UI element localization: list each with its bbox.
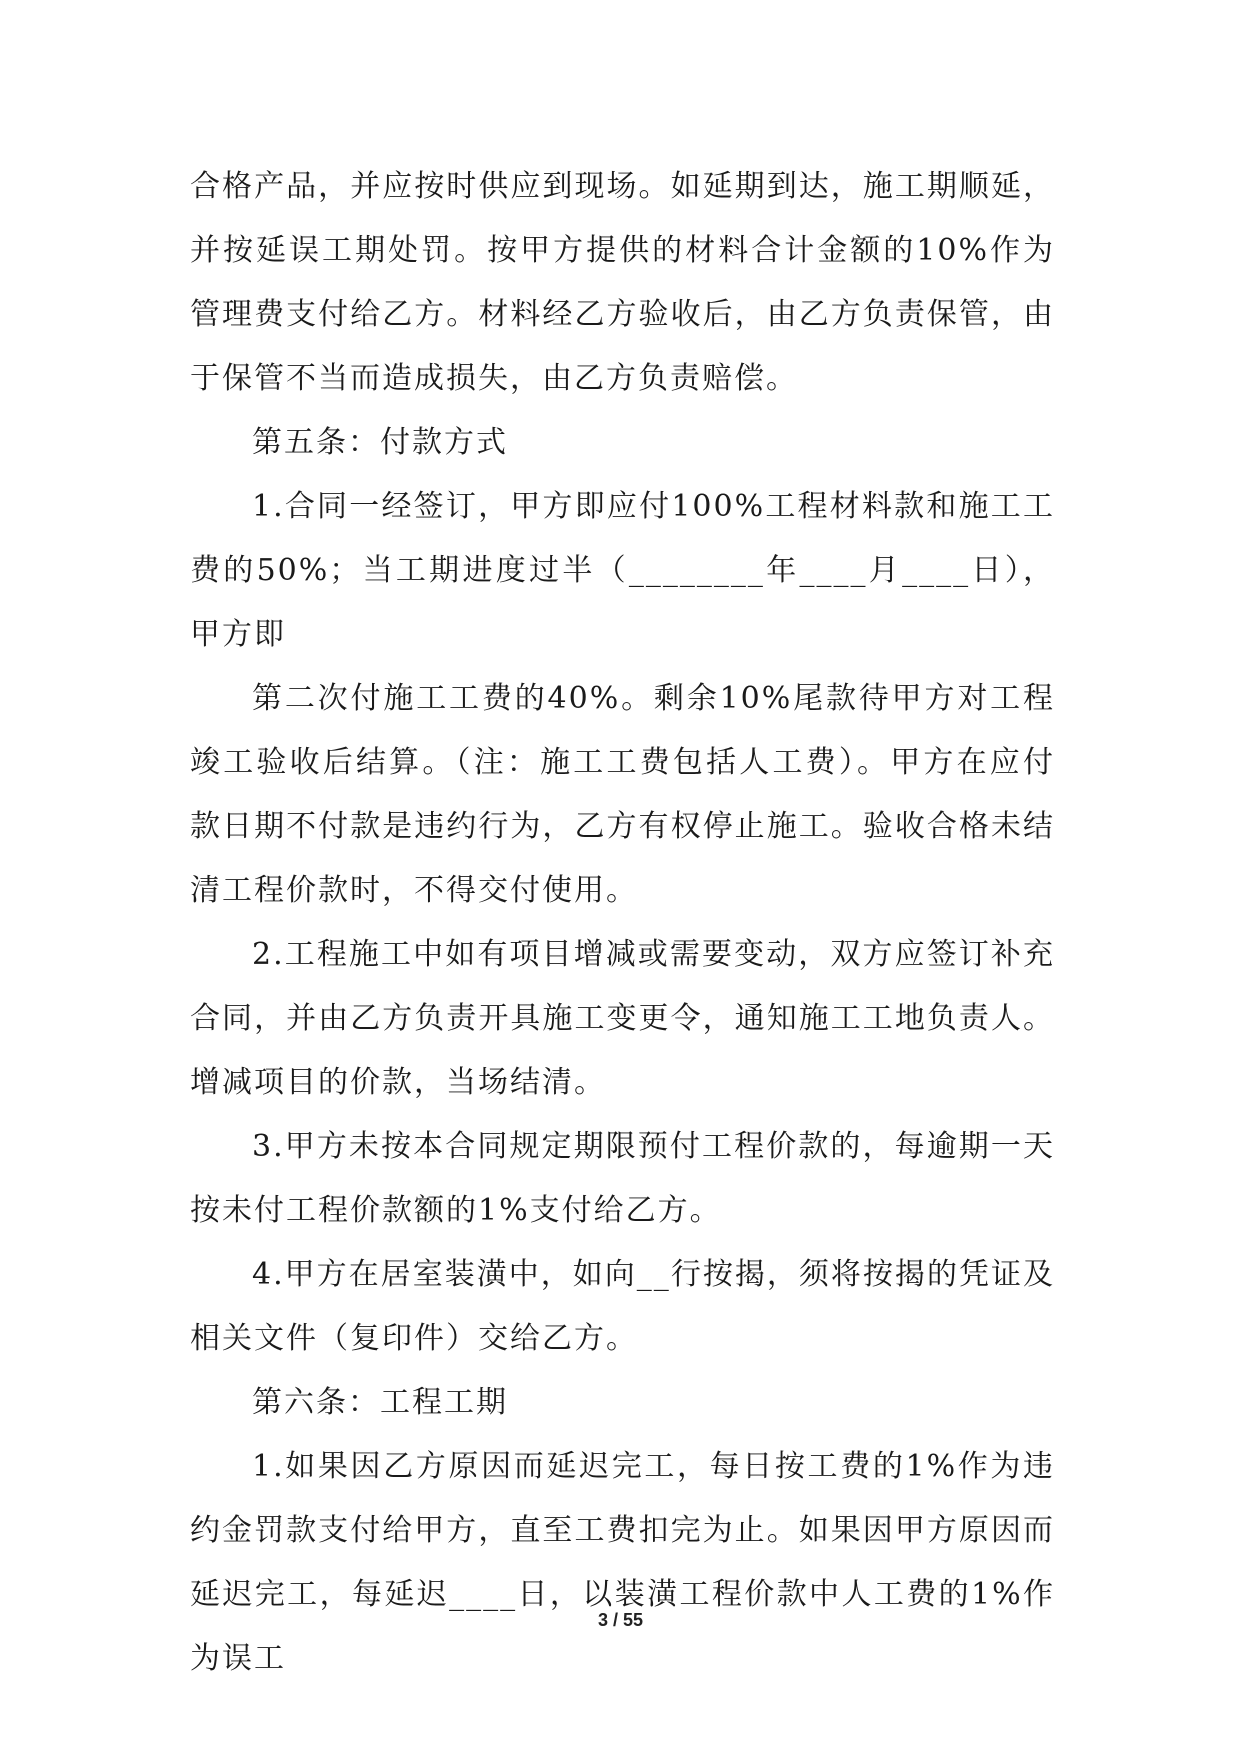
paragraph-payment-2: 2.工程施工中如有项目增减或需要变动，双方应签订补充合同，并由乙方负责开具施工变更令，通知施工工地负责人。增减项目的价款，当场结清。 (190, 937, 1055, 1100)
paragraph-schedule-1: 1.如果因乙方原因而延迟完工，每日按工费的1%作为违约金罚款支付给甲方，直至工费扣完为止。如果因甲方原因而延迟完工，每延迟____日，以装潢工程价款中人工费的1%作为误工 (190, 1449, 1055, 1676)
paragraph-payment-1-continued: 第二次付施工工费的40%。剩余10%尾款待甲方对工程竣工验收后结算。（注：施工工费包括人工费）。甲方在应付款日期不付款是违约行为，乙方有权停止施工。验收合格未结清工程价款时，不得交付使用。 (190, 681, 1055, 908)
paragraph-payment-4: 4.甲方在居室装潢中，如向__行按揭，须将按揭的凭证及相关文件（复印件）交给乙方。 (190, 1257, 1055, 1356)
paragraph-payment-1: 1.合同一经签订，甲方即应付100%工程材料款和施工工费的50%；当工期进度过半（________年____月____日），甲方即 (190, 489, 1055, 652)
page-number: 3 / 55 (597, 1610, 644, 1630)
heading-article-five: 第五条：付款方式 (252, 425, 508, 460)
heading-article-six: 第六条：工程工期 (252, 1385, 508, 1420)
paragraph-material-liability: 合格产品，并应按时供应到现场。如延期到达，施工期顺延，并按延误工期处罚。按甲方提供的材料合计金额的10%作为管理费支付给乙方。材料经乙方验收后，由乙方负责保管，由于保管不当而造成损失，由乙方负责赔偿。 (190, 169, 1055, 396)
paragraph-payment-3: 3.甲方未按本合同规定期限预付工程价款的，每逾期一天按未付工程价款额的1%支付给乙方。 (190, 1129, 1055, 1228)
document-body (190, 155, 1055, 1691)
